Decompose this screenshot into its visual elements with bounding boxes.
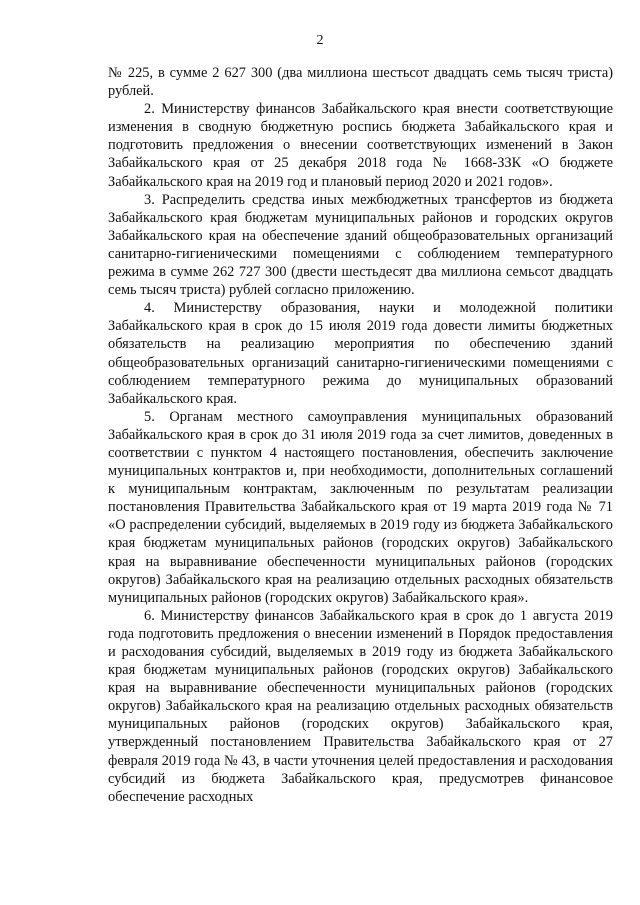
document-body: [108, 64, 613, 806]
page-number: 2: [316, 33, 324, 48]
paragraph-continuation: № 225, в сумме 2 627 300 (два миллиона шестьсот двадцать семь тысяч триста) рублей.: [108, 65, 613, 100]
paragraph-item-5: 5. Органам местного самоуправления муниципальных образований Забайкальского края в срок до 31 июля 2019 года за счет лимитов, доведенных в соответствии с пунктом 4 настоящего постановления, обеспечить заключение муниципальных контрактов и, при необходимости, дополнительных соглашений к муниципальным контрактам, заключенным по результатам реализации постановления Правительства Забайкальского края от 19 марта 2019 года № 71 «О распределении субсидий, выделяемых в 2019 году из бюджета Забайкальского края бюджетам муниципальных районов (городских округов) Забайкальского края на выравнивание обеспеченности муниципальных районов (городских округов) Забайкальского края на реализацию отдельных расходных обязательств муниципальных районов (городских округов) Забайкальского края».: [108, 408, 613, 606]
paragraph-item-3: 3. Распределить средства иных межбюджетных трансфертов из бюджета Забайкальского края бюджетам муниципальных районов и городских округов Забайкальского края на обеспечение зданий общеобразовательных организаций санитарно-гигиеническими помещениями с соблюдением температурного режима в сумме 262 727 300 (двести шестьдесят два миллиона семьсот двадцать семь тысяч триста) рублей согласно приложению.: [108, 191, 613, 299]
paragraph-item-6: 6. Министерству финансов Забайкальского края в срок до 1 августа 2019 года подготовить предложения о внесении изменений в Порядок предоставления и расходования субсидий, выделяемых в 2019 году из бюджета Забайкальского края бюджетам муниципальных районов (городских округов) Забайкальского края на выравнивание обеспеченности муниципальных районов (городских округов) Забайкальского края на реализацию отдельных расходных обязательств муниципальных районов (городских округов) Забайкальского края, утвержденный постановлением Правительства Забайкальского края от 27 февраля 2019 года № 43, в части уточнения целей предоставления и расходования субсидий из бюджета Забайкальского края, предусмотрев финансовое обеспечение расходных: [108, 607, 613, 805]
paragraph-item-4: 4. Министерству образования, науки и молодежной политики Забайкальского края в срок до 15 июля 2019 года довести лимиты бюджетных обязательств на реализацию мероприятия по обеспечению зданий общеобразовательных организаций санитарно-гигиеническими помещениями с соблюдением температурного режима до муниципальных образований Забайкальского края.: [108, 300, 613, 407]
paragraph-item-2: 2. Министерству финансов Забайкальского края внести соответствующие изменения в сводную бюджетную роспись бюджета Забайкальского края и подготовить предложения о внесении соответствующих изменений в Закон Забайкальского края от 25 декабря 2018 года № 1668-ЗЗК «О бюджете Забайкальского края на 2019 год и плановый период 2020 и 2021 годов».: [108, 101, 613, 190]
